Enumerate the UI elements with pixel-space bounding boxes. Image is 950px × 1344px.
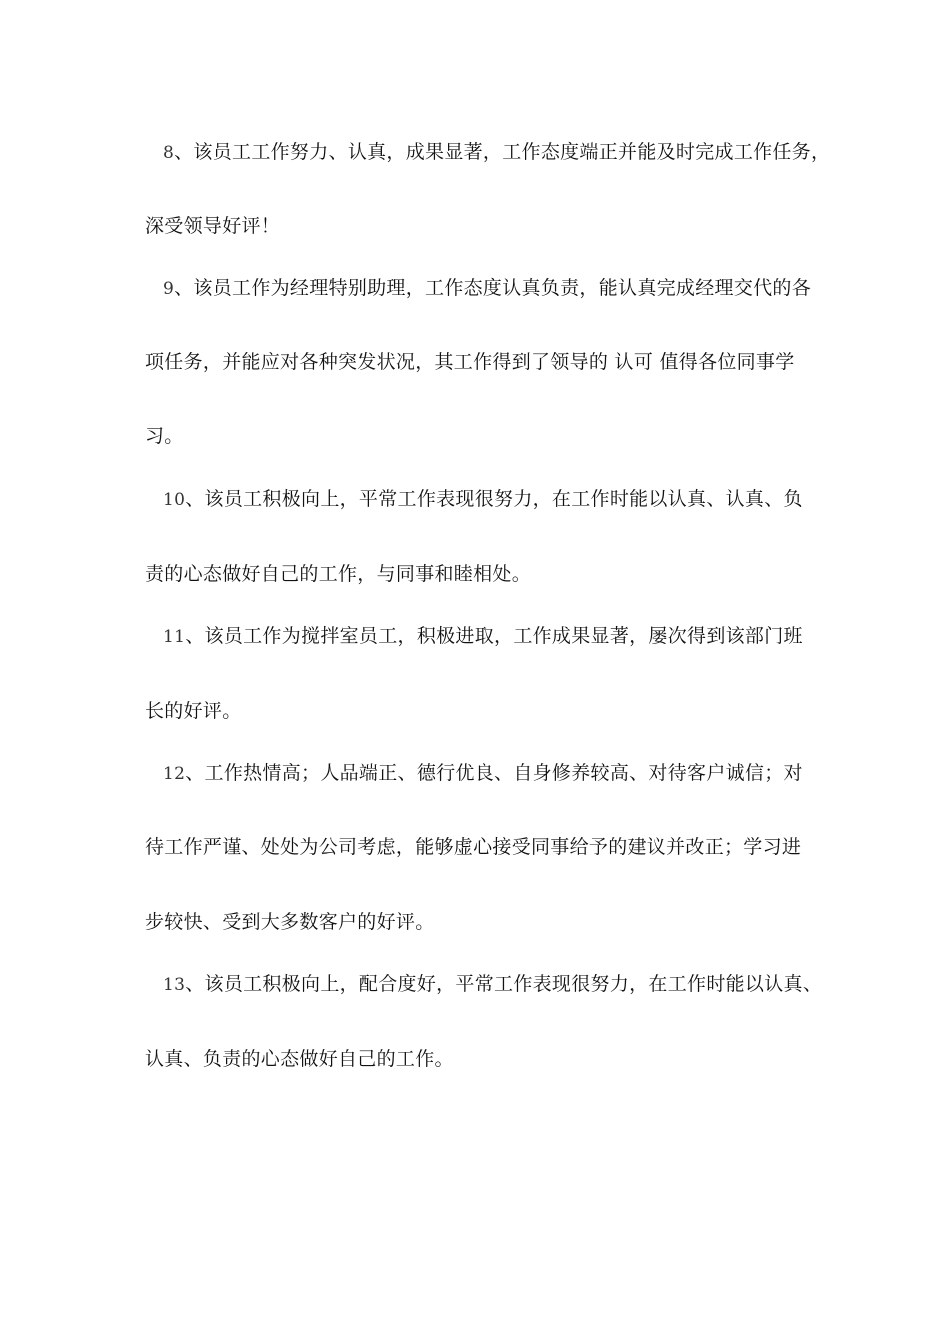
item-number-11: 11 <box>163 627 186 647</box>
item-number-9: 9 <box>163 279 175 299</box>
paragraph-10-line-1 <box>163 487 843 512</box>
paragraph-12-text-1: 、工作热情高；人品端正、德行优良、自身修养较高、对待客户诚信；对 <box>185 762 803 784</box>
paragraph-13-line-2: 认真、负责的心态做好自己的工作。 <box>145 1048 454 1070</box>
item-number-8: 8 <box>163 143 175 163</box>
paragraph-11-line-2: 长的好评。 <box>145 700 242 722</box>
paragraph-10-line-2: 责的心态做好自己的工作，与同事和睦相处。 <box>145 563 532 585</box>
paragraph-13-text-1: 、该员工积极向上，配合度好，平常工作表现很努力，在工作时能以认真、 <box>185 973 823 995</box>
item-number-12: 12 <box>163 764 186 784</box>
paragraph-9-line-3: 习。 <box>145 425 184 447</box>
paragraph-12-line-3: 步较快、受到大多数客户的好评。 <box>145 911 435 933</box>
paragraph-8-line-2: 深受领导好评！ <box>145 215 281 237</box>
paragraph-12-line-2: 待工作严谨、处处为公司考虑，能够虚心接受同事给予的建议并改正；学习进 <box>145 836 802 858</box>
item-number-10: 10 <box>163 490 186 510</box>
paragraph-12-line-1 <box>163 761 843 786</box>
paragraph-9-line-2: 项任务，并能应对各种突发状况，其工作得到了领导的 认可 值得各位同事学 <box>145 351 795 373</box>
paragraph-9-line-1 <box>163 276 843 301</box>
paragraph-8-text-1: 、该员工工作努力、认真，成果显著，工作态度端正并能及时完成工作任务， <box>174 141 831 163</box>
paragraph-11-line-1 <box>163 624 843 649</box>
paragraph-11-text-1: 、该员工作为搅拌室员工，积极进取，工作成果显著，屡次得到该部门班 <box>185 625 803 647</box>
paragraph-9-text-1: 、该员工作为经理特别助理，工作态度认真负责，能认真完成经理交代的各 <box>174 277 812 299</box>
paragraph-13-line-1 <box>163 972 843 997</box>
item-number-13: 13 <box>163 975 186 995</box>
paragraph-8-line-1 <box>163 140 843 165</box>
paragraph-10-text-1: 、该员工积极向上，平常工作表现很努力，在工作时能以认真、认真、负 <box>185 488 803 510</box>
